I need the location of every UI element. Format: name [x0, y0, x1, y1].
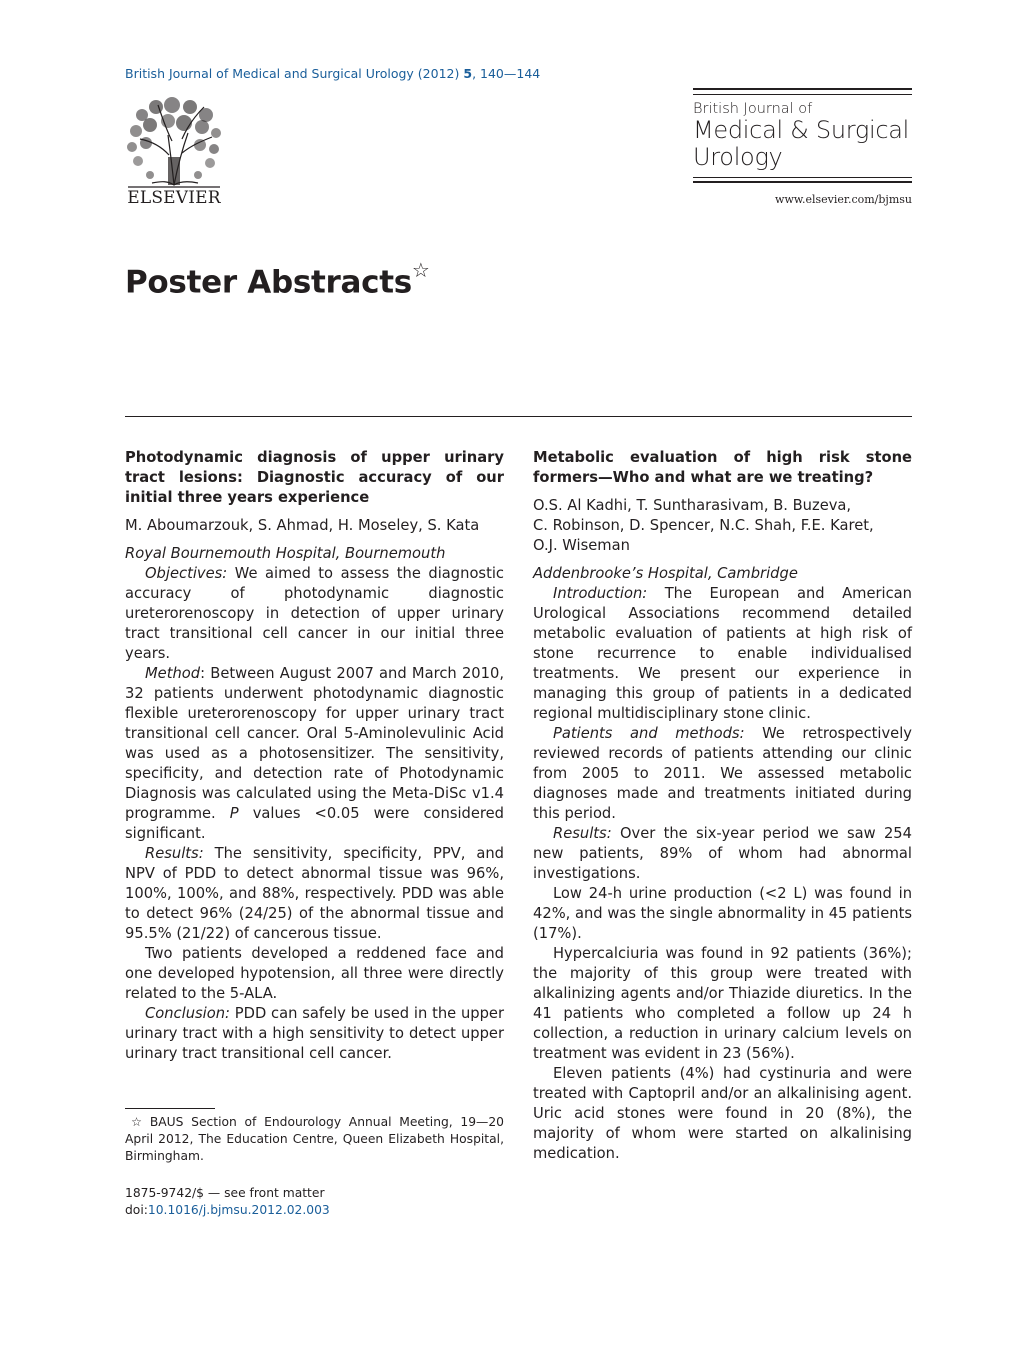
method-text: : Between August 2007 and March 2010, 32 patients underwent photodynamic diagnostic flexible ureterorenoscopy for upper urinary tract transitional cell cancer. Oral 5-Aminolevulinic Acid was used as a photosensitizer. The sensitivity, specificity, and detection rate of Photodynamic Diagnosis was calculated using the Meta-DiSc v1.4 programme.: [125, 665, 504, 822]
publisher-name: ELSEVIER: [127, 188, 221, 208]
introduction-paragraph: [533, 584, 912, 724]
methods-label: Patients and methods:: [553, 725, 745, 742]
journal-masthead: [693, 88, 912, 183]
method-label: Method: [145, 665, 201, 682]
masthead-line3: Urology: [693, 143, 783, 171]
conclusion-paragraph: [125, 1004, 504, 1064]
results-text: The sensitivity, specificity, PPV, and NPV of PDD to detect abnormal tissue was 96%, 100%, 100%, and 88%, respectively. PDD was able to detect 96% (24/25) of the abnormal tissue and 95.5% (21/22) of cancerous tissue.: [125, 845, 504, 942]
authors-line: O.J. Wiseman: [533, 537, 630, 554]
cystinuria-paragraph: Eleven patients (4%) had cystinuria and were treated with Captopril and/or an alkalinising agent. Uric acid stones were found in 20 (8%), the majority of whom were started on alkalinising medication.: [533, 1065, 912, 1162]
masthead-rule-bottom: [693, 177, 912, 183]
journal-url[interactable]: www.elsevier.com/bjmsu: [775, 193, 912, 206]
methods-paragraph: [533, 724, 912, 824]
doi-prefix: doi:: [125, 1203, 148, 1217]
masthead-line1: British Journal of: [693, 101, 813, 117]
journal-ref-prefix: British Journal of Medical and Surgical Urology (2012): [125, 66, 460, 81]
section-divider: [125, 416, 912, 417]
urine-paragraph: Low 24-h urine production (<2 L) was found in 42%, and was the single abnormality in 45 patients (17%).: [533, 885, 912, 942]
doi-link[interactable]: 10.1016/j.bjmsu.2012.02.003: [147, 1203, 330, 1217]
journal-ref-volume: 5: [463, 66, 473, 81]
abstract-title: Photodynamic diagnosis of upper urinary tract lesions: Diagnostic accuracy of our initial three years experience: [125, 449, 504, 506]
results-text: Over the six-year period we saw 254 new patients, 89% of whom had abnormal investigations.: [533, 825, 912, 882]
journal-ref-pages: , 140—144: [472, 66, 541, 81]
results-paragraph: [533, 824, 912, 884]
doi-line: [125, 1202, 330, 1219]
journal-reference: [125, 66, 540, 81]
front-matter: [125, 1185, 330, 1219]
abstract-metabolic: [533, 448, 912, 1164]
objectives-paragraph: [125, 564, 504, 664]
objectives-label: Objectives:: [145, 565, 228, 582]
results-paragraph: [125, 844, 504, 944]
authors-line: O.S. Al Kadhi, T. Suntharasivam, B. Buzeva,: [533, 497, 852, 514]
method-text-end: values <0.05 were considered significant.: [125, 805, 504, 842]
results-label: Results:: [145, 845, 204, 862]
footnote-rule: [125, 1108, 215, 1109]
title-footnote-mark[interactable]: ☆: [411, 258, 430, 282]
abstract-photodynamic: [125, 448, 504, 1064]
page-title: [125, 258, 430, 301]
method-p-symbol: P: [229, 805, 239, 822]
issn-line: 1875-9742/$ — see front matter: [125, 1186, 325, 1200]
results-label: Results:: [553, 825, 612, 842]
masthead-rule-top: [693, 88, 912, 95]
abstract-authors: M. Aboumarzouk, S. Ahmad, H. Moseley, S. Kata: [125, 517, 480, 534]
methods-text: We retrospectively reviewed records of patients attending our clinic from 2005 to 2011. We assessed metabolic diagnoses made and treatments initiated during this period.: [533, 725, 912, 822]
abstract-affiliation: Addenbrooke’s Hospital, Cambridge: [533, 565, 798, 582]
footnote: [125, 1114, 504, 1165]
conclusion-text: PDD can safely be used in the upper urinary tract with a high sensitivity to detect upper urinary tract transitional cell cancer.: [125, 1005, 504, 1062]
authors-line: C. Robinson, D. Spencer, N.C. Shah, F.E. Karet,: [533, 517, 874, 534]
conclusion-label: Conclusion:: [145, 1005, 230, 1022]
hypercalciuria-paragraph: Hypercalciuria was found in 92 patients (36%); the majority of this group were treated with alkalinizing agents and/or Thiazide diuretics. In the 41 patients who completed a follow up 24 h collection, a reduction in urinary calcium levels on treatment was evident in 23 (56%).: [533, 945, 912, 1062]
footnote-text: BAUS Section of Endourology Annual Meeting, 19—20 April 2012, The Education Centre, Queen Elizabeth Hospital, Birmingham.: [125, 1115, 504, 1163]
abstract-authors: [533, 496, 912, 556]
abstract-affiliation: Royal Bournemouth Hospital, Bournemouth: [125, 545, 446, 562]
introduction-label: Introduction:: [553, 585, 648, 602]
page-title-text: Poster Abstracts: [125, 264, 412, 301]
footnote-star-icon: ☆: [131, 1115, 146, 1129]
introduction-text: The European and American Urological Associations recommend detailed metabolic evaluation of patients at high risk of stone recurrence to enable individualised treatments. We present our experience in managing this group of patients in a dedicated regional multidisciplinary stone clinic.: [533, 585, 912, 722]
method-paragraph: [125, 664, 504, 844]
objectives-text: We aimed to assess the diagnostic accuracy of photodynamic diagnostic ureterorenoscopy in detection of upper urinary tract transitional cell cancer in our initial three years.: [125, 565, 504, 662]
masthead-line2: Medical & Surgical: [693, 116, 910, 144]
abstract-title: Metabolic evaluation of high risk stone formers—Who and what are we treating?: [533, 449, 912, 486]
side-effects-paragraph: Two patients developed a reddened face and one developed hypotension, all three were directly related to the 5-ALA.: [125, 945, 504, 1002]
